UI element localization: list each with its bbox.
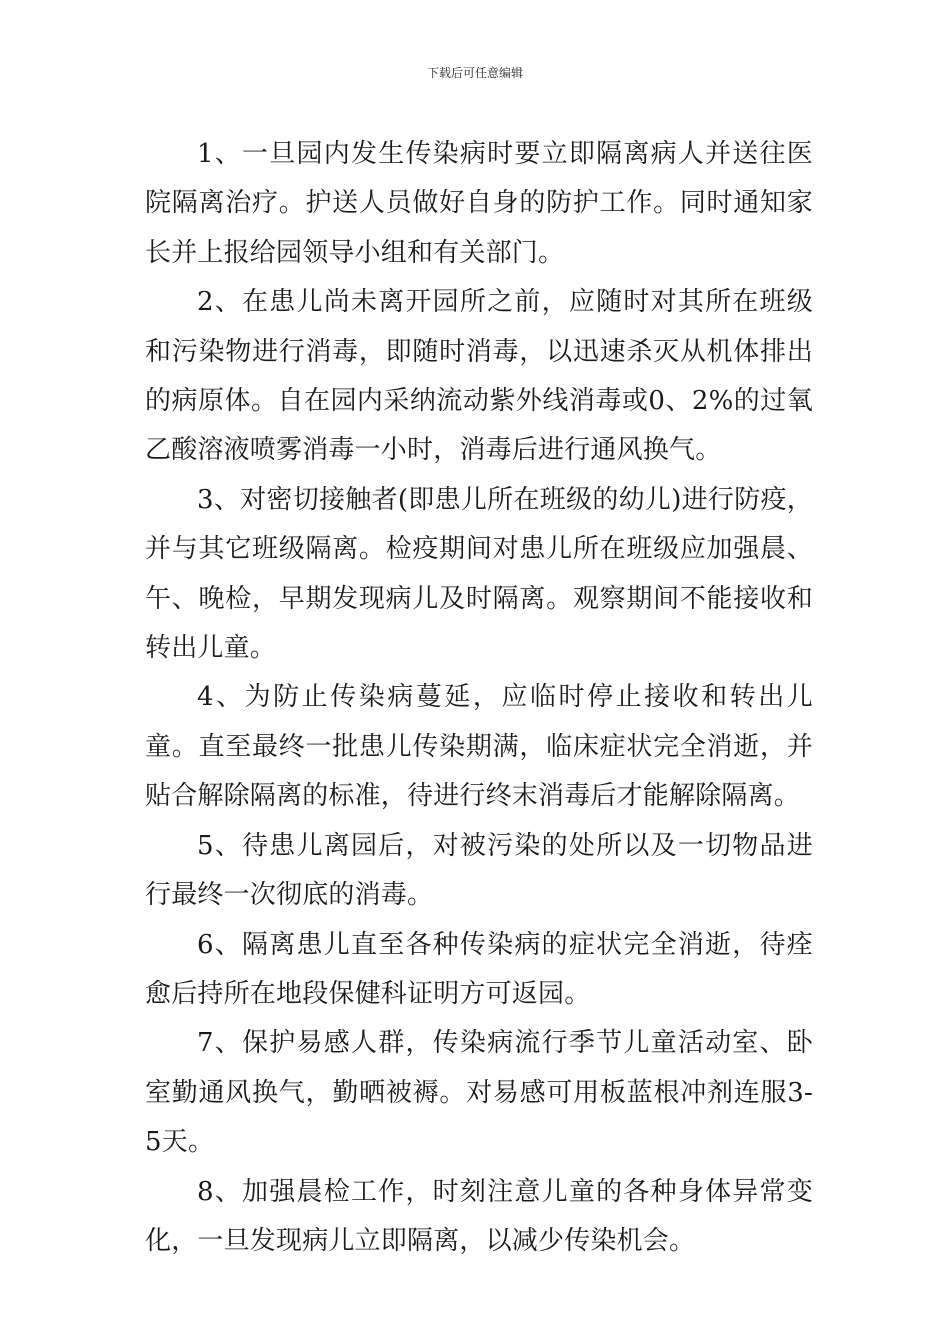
- paragraph-1: 1、一旦园内发生传染病时要立即隔离病人并送往医院隔离治疗。护送人员做好自身的防护工作。同时通知家长并上报给园领导小组和有关部门。: [145, 139, 813, 268]
- document-body: [145, 130, 813, 1266]
- paragraph-3: 3、对密切接触者(即患儿所在班级的幼儿)进行防疫，并与其它班级隔离。检疫期间对患儿所在班级应加强晨、午、晚检，早期发现病儿及时隔离。观察期间不能接收和转出儿童。: [145, 484, 813, 664]
- paragraph-4: 4、为防止传染病蔓延，应临时停止接收和转出儿童。直至最终一批患儿传染期满，临床症状完全消逝，并贴合解除隔离的标准，待进行终末消毒后才能解除隔离。: [145, 682, 813, 812]
- paragraph-2: 2、在患儿尚未离开园所之前，应随时对其所在班级和污染物进行消毒，即随时消毒，以迅速杀灭从机体排出的病原体。自在园内采纳流动紫外线消毒或0、2%的过氧乙酸溶液喷雾消毒一小时，消毒后进行通风换气。: [145, 287, 813, 466]
- page-header: 下载后可任意编辑: [426, 66, 523, 80]
- paragraph-8: 8、加强晨检工作，时刻注意儿童的各种身体异常变化，一旦发现病儿立即隔离，以减少传染机会。: [145, 1176, 813, 1256]
- paragraph-5: 5、待患儿离园后，对被污染的处所以及一切物品进行最终一次彻底的消毒。: [145, 830, 813, 911]
- paragraph-7: 7、保护易感人群，传染病流行季节儿童活动室、卧室勤通风换气，勤晒被褥。对易感可用板蓝根冲剂连服3-5天。: [145, 1028, 813, 1158]
- paragraph-6: 6、隔离患儿直至各种传染病的症状完全消逝，待痊愈后持所在地段保健科证明方可返园。: [145, 929, 813, 1009]
